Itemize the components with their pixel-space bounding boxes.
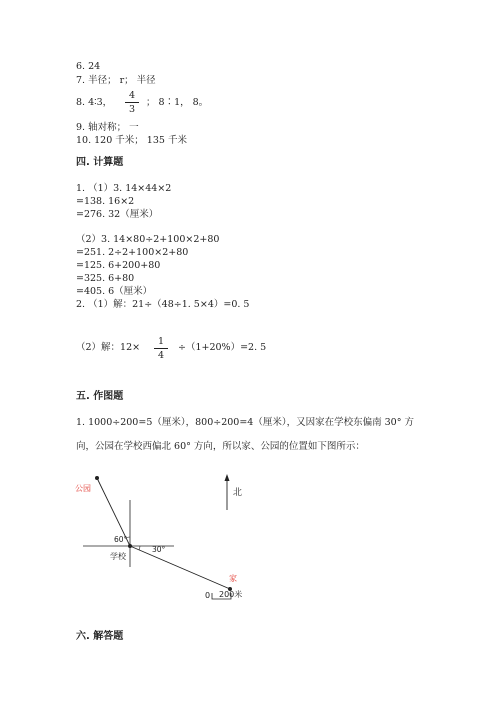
north-arrowhead [225,474,230,481]
answer-8-rest: ； 8∶1， 8。 [146,97,209,108]
calc-2-2: （2）解：12× [76,342,141,353]
angle-30-arc [139,546,140,550]
scale-length-label: 200米 [219,590,243,599]
answer-7: 7. 半径； r； 半径 [76,75,156,86]
answer-6: 6. 24 [76,61,101,72]
home-label: 家 [229,574,237,583]
section-4-title: 四. 计算题 [76,157,124,168]
answer-9: 9. 轴对称； 一 [76,122,139,133]
fraction-denominator: 3 [128,104,136,115]
answer-8: 8. 4∶3， [76,97,113,108]
calc-line: 2. （1）解：21÷（48÷1. 5×4）=0. 5 [76,299,250,310]
calc-line: =405. 6（厘米） [76,286,153,297]
section-5-title: 五. 作图题 [76,391,124,402]
drawing-explanation-2: 向，公园在学校西偏北 60° 方向，所以家、公园的位置如下图所示： [76,441,365,452]
calc-line: =325. 6+80 [76,273,135,284]
calc-line: =276. 32（厘米） [76,209,159,220]
park-label: 公园 [75,484,91,493]
drawing-explanation-1: 1. 1000÷200=5（厘米），800÷200=4（厘米），又因家在学校东偏南 30° 方 [76,417,414,428]
scale-zero-label: 0 [205,591,211,600]
school-label: 学校 [110,552,126,561]
north-label: 北 [233,488,243,498]
fraction-numerator: 4 [125,90,139,103]
angle-60-label: 60° [114,535,128,544]
calc-line: =251. 2÷2+100×2+80 [76,247,189,258]
calc-line: 1. （1）3. 14×44×2 [76,183,172,194]
angle-30-label: 30° [152,545,166,554]
calc-line: =138. 16×2 [76,196,135,207]
fraction-numerator: 1 [154,336,168,349]
calc-2-2-rest: ÷（1+20%）=2. 5 [178,342,267,353]
calc-line: （2）3. 14×80÷2+100×2+80 [76,234,220,245]
school-point [128,544,132,548]
answer-10: 10. 120 千米； 135 千米 [76,135,187,146]
fraction-denominator: 4 [157,350,165,361]
park-point [95,476,99,480]
calc-line: =125. 6+200+80 [76,260,161,271]
school-to-home-line [130,546,230,589]
section-6-title: 六. 解答题 [76,631,124,642]
